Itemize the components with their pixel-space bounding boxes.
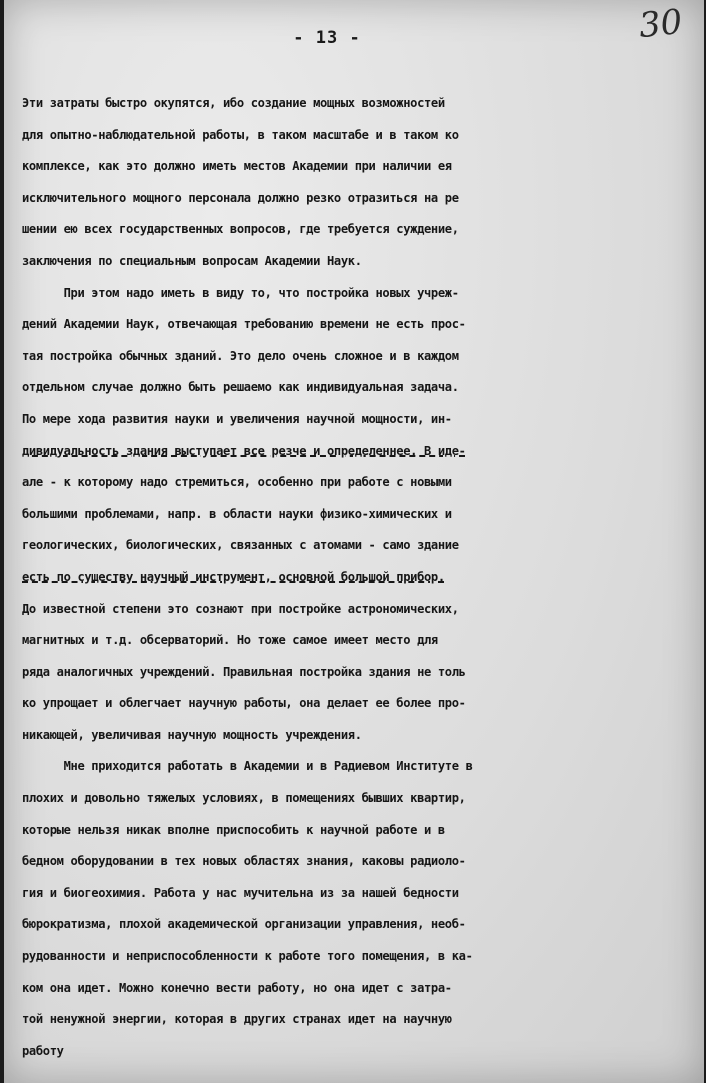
text-line: отдельном случае должно быть решаемо как индивидуальная задача.	[22, 380, 459, 395]
text-line: Мне приходится работать в Академии и в Радиевом Институте в	[22, 759, 473, 774]
text-line: Эти затраты быстро окупятся, ибо создание мощных возможностей	[22, 96, 445, 110]
text-line: ком она идет. Можно конечно вести работу, но она идет с затра-	[22, 980, 452, 995]
text-line: исключительного мощного персонала должно резко отразиться на ре	[22, 190, 459, 205]
text-line: комплексе, как это должно иметь местов Академии при наличии ея	[22, 159, 452, 174]
text-line: которые нельзя никак вполне приспособить к научной работе и в	[22, 822, 445, 837]
text-line-underlined: дивидуальность здания выступает все резче и определеннее. В иде-	[22, 443, 466, 458]
text-line: для опытно-наблюдательной работы, в таком масштабе и в таком ко	[22, 127, 459, 142]
text-line: плохих и довольно тяжелых условиях, в помещениях бывших квартир,	[22, 791, 466, 806]
text-line: геологических, биологических, связанных с атомами - само здание	[22, 538, 459, 553]
text-line: заключения по специальным вопросам Академии Наук.	[22, 253, 362, 268]
handwritten-archive-number: 30	[636, 1, 684, 47]
text-line: рудованности и неприспособленности к работе того помещения, в ка-	[22, 949, 473, 964]
text-line: але - к которому надо стремиться, особенно при работе с новыми	[22, 475, 452, 490]
text-line: дений Академии Наук, отвечающая требованию времени не есть прос-	[22, 317, 466, 332]
text-line: работу	[22, 1043, 64, 1058]
page-number: - 13 -	[293, 28, 361, 48]
typed-text-body	[22, 88, 694, 1067]
text-line: ряда аналогичных учреждений. Правильная постройка здания не толь	[22, 664, 466, 679]
text-line: магнитных и т.д. обсерваторий. Но тоже самое имеет место для	[22, 633, 438, 648]
text-line: бедном оборудовании в тех новых областях знания, каковы радиоло-	[22, 854, 466, 869]
document-page	[4, 0, 704, 1083]
text-line: большими проблемами, напр. в области науки физико-химических и	[22, 506, 452, 521]
text-line: При этом надо иметь в виду то, что постройка новых учреж-	[22, 285, 459, 300]
text-line: шении ею всех государственных вопросов, где требуется суждение,	[22, 222, 459, 237]
text-line: ко упрощает и облегчает научную работы, она делает ее более про-	[22, 696, 466, 711]
text-line: По мере хода развития науки и увеличения научной мощности, ин-	[22, 411, 452, 426]
text-line: бюрократизма, плохой академической организации управления, необ-	[22, 917, 466, 932]
text-line: До известной степени это сознают при постройке астрономических,	[22, 601, 459, 616]
text-line: тая постройка обычных зданий. Это дело очень сложное и в каждом	[22, 348, 459, 363]
text-line: гия и биогеохимия. Работа у нас мучительна из за нашей бедности	[22, 885, 459, 900]
text-line-underlined: есть по существу научный инструмент, основной большой прибор.	[22, 569, 445, 584]
text-line: той ненужной энергии, которая в других странах идет на научную	[22, 1012, 452, 1027]
text-line: никающей, увеличивая научную мощность учреждения.	[22, 727, 362, 742]
